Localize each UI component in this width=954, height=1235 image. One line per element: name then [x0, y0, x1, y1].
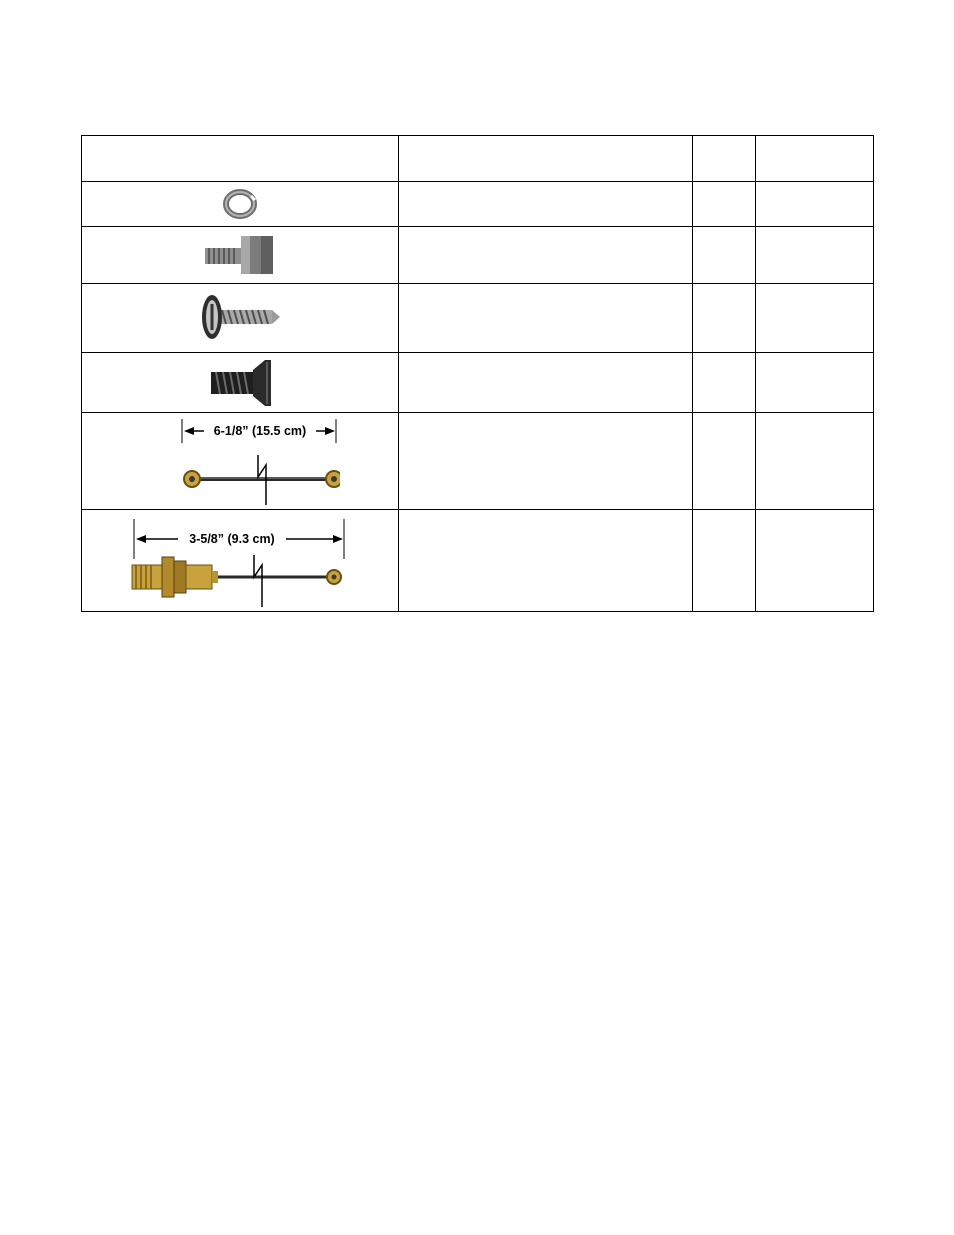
- part-quantity-cell: [693, 510, 756, 612]
- table-row: [82, 510, 874, 612]
- table-row: [82, 182, 874, 227]
- part-image-cell: [82, 182, 399, 227]
- parts-table: [81, 135, 874, 612]
- part-image-cell: [82, 413, 399, 510]
- header-cell-image: [82, 136, 399, 182]
- cable-length-label: 6-1/8” (15.5 cm): [213, 424, 307, 438]
- header-cell-part-number: [756, 136, 874, 182]
- part-description-cell: [399, 284, 693, 353]
- lock-washer-icon: [222, 187, 258, 221]
- part-number-cell: [756, 510, 874, 612]
- part-quantity-cell: [693, 227, 756, 284]
- table-row: [82, 413, 874, 510]
- part-quantity-cell: [693, 284, 756, 353]
- part-image-cell: [82, 353, 399, 413]
- table-row: [82, 353, 874, 413]
- part-number-cell: [756, 353, 874, 413]
- part-image-cell: [82, 510, 399, 612]
- part-quantity-cell: [693, 353, 756, 413]
- part-number-cell: [756, 284, 874, 353]
- u-fl-cable-icon: [140, 415, 340, 507]
- header-cell-description: [399, 136, 693, 182]
- table-header-row: [82, 136, 874, 182]
- sma-pigtail-cable-icon: [120, 513, 360, 609]
- table-row: [82, 284, 874, 353]
- pigtail-length-label: 3-5/8” (9.3 cm): [189, 531, 275, 546]
- part-description-cell: [399, 510, 693, 612]
- part-number-cell: [756, 227, 874, 284]
- part-description-cell: [399, 182, 693, 227]
- part-number-cell: [756, 182, 874, 227]
- flat-head-screw-icon: [207, 358, 273, 408]
- part-image-cell: [82, 284, 399, 353]
- part-image-cell: [82, 227, 399, 284]
- part-description-cell: [399, 413, 693, 510]
- hex-standoff-icon: [203, 232, 277, 278]
- part-number-cell: [756, 413, 874, 510]
- part-quantity-cell: [693, 182, 756, 227]
- table-row: [82, 227, 874, 284]
- part-description-cell: [399, 353, 693, 413]
- part-description-cell: [399, 227, 693, 284]
- header-cell-quantity: [693, 136, 756, 182]
- pan-head-screw-icon: [198, 292, 282, 344]
- part-quantity-cell: [693, 413, 756, 510]
